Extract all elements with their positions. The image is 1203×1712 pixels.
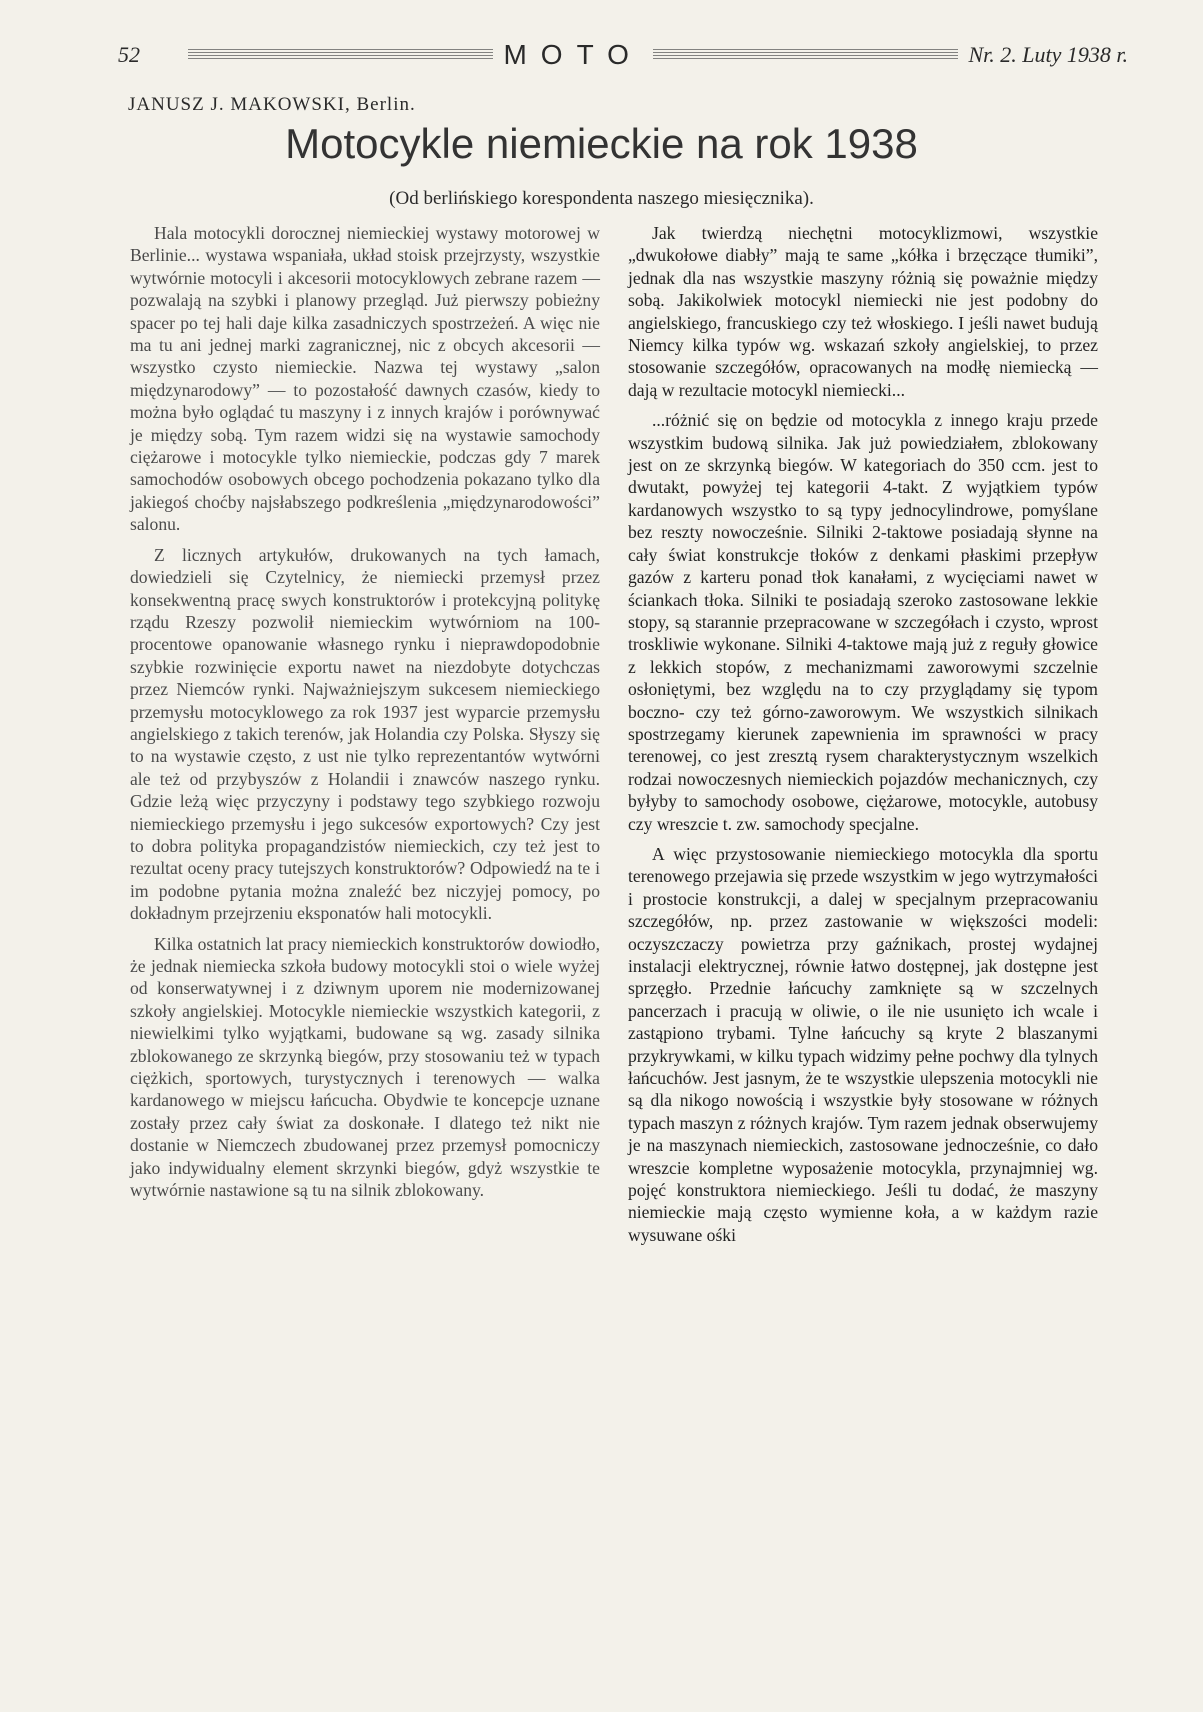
left-column <box>130 222 600 1209</box>
right-column <box>628 222 1098 1254</box>
header-rule-left <box>188 49 493 61</box>
paragraph: Kilka ostatnich lat pracy niemieckich konstruktorów dowiodło, że jednak niemiecka szkoła budowy motocykli stoi o wiele wyżej od konserwatywnej i z dziwnym uporem nie modernizowanej szkoły angielskiej. Motocykle niemieckie wszystkich kategorii, z niewielkimi tylko wyjątkami, budowane są wg. zasady silnika zblokowanego ze skrzynką biegów, przy stosowaniu też w typach ciężkich, sportowych, turystycznych i terenowych — walka kardanowego w miejscu łańcucha. Obydwie te koncepcje uznane zostały przez cały świat za doskonałe. I dlatego też nikt nie dostanie w Niemczech zbudowanej przez przemysł pomocniczy jako indywidualny element skrzynki biegów, gdyż wszystkie te wytwórnie nastawione są tu na silnik zblokowany. <box>130 933 600 1201</box>
page-number: 52 <box>118 42 140 67</box>
paragraph: Jak twierdzą niechętni motocyklizmowi, wszystkie „dwukołowe diabły” mają te same „kółka i brzęczące tłumiki”, jednak dla nas wszystkie maszyny różnią się poważnie między sobą. Jakikolwiek motocykl niemiecki nie jest podobny do angielskiego, francuskiego czy też włoskiego. I jeśli nawet budują Niemcy kilka typów wg. wskazań szkoły angielskiej, to przez stosowanie szczegółów, opracowanych na modłę niemiecką — dają w rezultacie motocykl niemiecki... <box>628 223 1098 400</box>
masthead: MOTO <box>503 39 643 70</box>
paragraph: A więc przystosowanie niemieckiego motocykla dla sportu terenowego przejawia się przede wszystkim w jego wytrzymałości i prostocie konstrukcji, a dalej w specjalnym przepracowaniu szczegółów, np. przez zastowanie w większości modeli: oczyszczaczy powietrza przy gaźnikach, prostej wydajnej instalacji elektrycznej, równie łatwo dostępnej, jak dostępne jest sprzęgło. Przednie łańcuchy zamknięte są w szczelnych pancerzach i pracują w oliwie, o ile nie usunięto ich wcale i zastąpiono trybami. Tylne łańcuchy są kryte 2 blaszanymi przykrywkami, w kilku typach widzimy pełne pochwy dla tylnych łańcuchów. Jest jasnym, że te wszystkie ulepszenia motocykli nie są dla nikogo nowością i wszystkie były stosowane w różnych typach maszyn z różnych krajów. Tym razem jednak obserwujemy je na maszynach niemieckich, zastosowane jednocześnie, co dało wreszcie kompletne wyposażenie motocykla, przynajmniej wg. pojęć konstruktora niemieckiego. Jeśli tu dodać, że maszyny niemieckie mają często wymienne koła, a w każdym razie wysuwane ośki <box>628 843 1098 1245</box>
paragraph: Z licznych artykułów, drukowanych na tych łamach, dowiedzieli się Czytelnicy, że niemiecki przemysł przez konsekwentną pracę swych konstruktorów i protekcyjną politykę rządu Rzeszy pozwolił niemieckim wytwórniom na 100-procentowe opanowanie własnego rynku i nieprawdopodobnie szybkie rozwinięcie exportu nawet na niezdobyte dotychczas przez Niemców rynki. Najważniejszym sukcesem niemieckiego przemysłu motocyklowego za rok 1937 jest wyparcie przemysłu angielskiego z takich terenów, jak Holandia czy Polska. Słyszy się to na wystawie często, z ust nie tylko reprezentantów wytwórni ale też od przybyszów z Holandii i znawców naszego rynku. Gdzie leżą więc przyczyny i podstawy tego szybkiego rozwoju niemieckiego przemysłu i jego sukcesów exportowych? Czy jest to dobra polityka propagandzistów niemieckich, czy też jest to rezultat oceny pracy tutejszych konstruktorów? Odpowiedź na te i im podobne pytania można znaleźć bez niczyjej pomocy, po dokładnym przejrzeniu eksponatów hali motocykli. <box>130 544 600 924</box>
issue-info: Nr. 2. Luty 1938 r. <box>968 42 1128 67</box>
page-header <box>118 38 1128 72</box>
article-title: Motocykle niemieckie na rok 1938 <box>285 120 918 167</box>
paragraph: ...różnić się on będzie od motocykla z innego kraju przede wszystkim budową silnika. Jak już powiedziałem, zblokowany jest on ze skrzynką biegów. W kategoriach do 350 ccm. jest to dwutakt, powyżej tej kategorii 4-takt. Z wyjątkiem typów kardanowych wszystko to są typy jednocylindrowe, pomyślane bez reszty nowocześnie. Silniki 2-taktowe posiadają słynne na cały świat konstrukcje tłoków z denkami płaskimi przepływ gazów z karteru ponad tłok kanałami, z wycięciami nawet w ściankach tłoka. Silniki te posiadają szeroko zastosowane lekkie stopy, są starannie przepracowane w szczegółach i czysto, wprost troskliwie wykonane. Silniki 4-taktowe mają już z reguły głowice z lekkich stopów, z mechanizmami zaworowymi szczelnie osłoniętymi, bez względu na to czy przyglądamy się typom boczno- czy też górno-zaworowym. We wszystkich silnikach spostrzegamy kierunek zapewnienia im sprawności w pracy terenowej, co jest zresztą rysem charakterystycznym wszelkich rodzai nowoczesnych niemieckich pojazdów mechanicznych, czy byłyby to samochody osobowe, ciężarowe, motocykle, autobusy czy wreszcie t. zw. samochody specjalne. <box>628 410 1098 834</box>
header-rule-right <box>653 49 958 61</box>
article-subtitle: (Od berlińskiego korespondenta naszego miesięcznika). <box>389 188 814 209</box>
paragraph: Hala motocykli dorocznej niemieckiej wystawy motorowej w Berlinie... wystawa wspaniała, układ stoisk przejrzysty, wszystkie wytwórnie motocyli i akcesorii motocyklowych zebrane razem — pozwalają na szybki i planowy przegląd. Już pierwszy pobieżny spacer po tej hali daje kilka zasadniczych spostrzeżeń. A więc nie ma tu ani jednej marki zagranicznej, nic z obcych akcesorii — wszystko czysto niemieckie. Nazwa tej wystawy „salon międzynarodowy” — to pozostałość dawnych czasów, kiedy to można było oglądać tu maszyny i z innych krajów i porównywać je między sobą. Tym razem widzi się na wystawie samochody ciężarowe i motocykle tylko niemieckie, podczas gdy 7 marek samochodów osobowych obcego pochodzenia pokazano tylko dla jakiegoś choćby najsłabszego podkreślenia „międzynarodowości” salonu. <box>130 223 600 535</box>
article-author: JANUSZ J. MAKOWSKI, Berlin. <box>128 94 416 115</box>
